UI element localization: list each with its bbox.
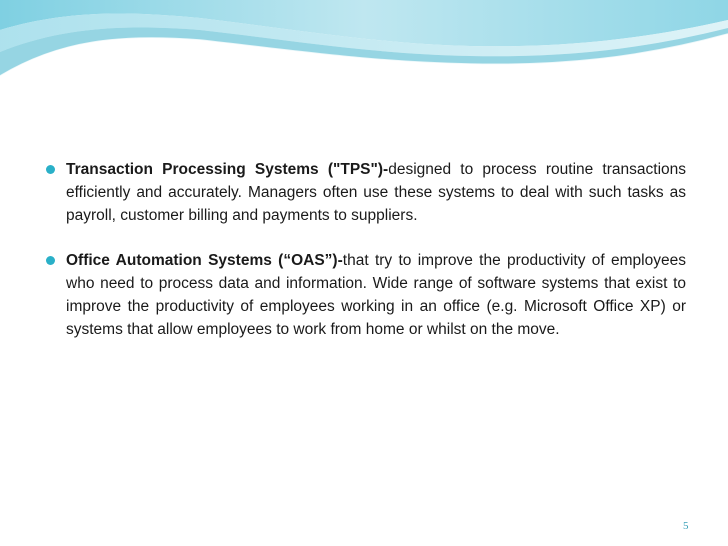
- page-number: 5: [683, 520, 689, 532]
- round-bullet-icon: [46, 165, 55, 174]
- header-wave-decoration: [0, 0, 728, 90]
- bullet-list: [46, 158, 686, 362]
- round-bullet-icon: [46, 256, 55, 265]
- bullet-term: Transaction Processing Systems ("TPS")-: [66, 161, 389, 178]
- bullet-text: designed to process routine transactions efficiently and accurately. Managers often use these systems to deal with such tasks as payroll, customer billing and payments to suppliers.: [66, 161, 686, 225]
- bullet-text: that try to improve the productivity of employees who need to process data and information. Wide range of software systems that exist to improve the productivity of employees working in an office (e.g. Microsoft Office XP) or systems that allow employees to work from home or whilst on the move.: [66, 251, 686, 339]
- bullet-item-oas: [46, 249, 686, 342]
- bullet-term: Office Automation Systems (“OAS”)-: [66, 251, 343, 269]
- bullet-item-tps: [46, 158, 686, 228]
